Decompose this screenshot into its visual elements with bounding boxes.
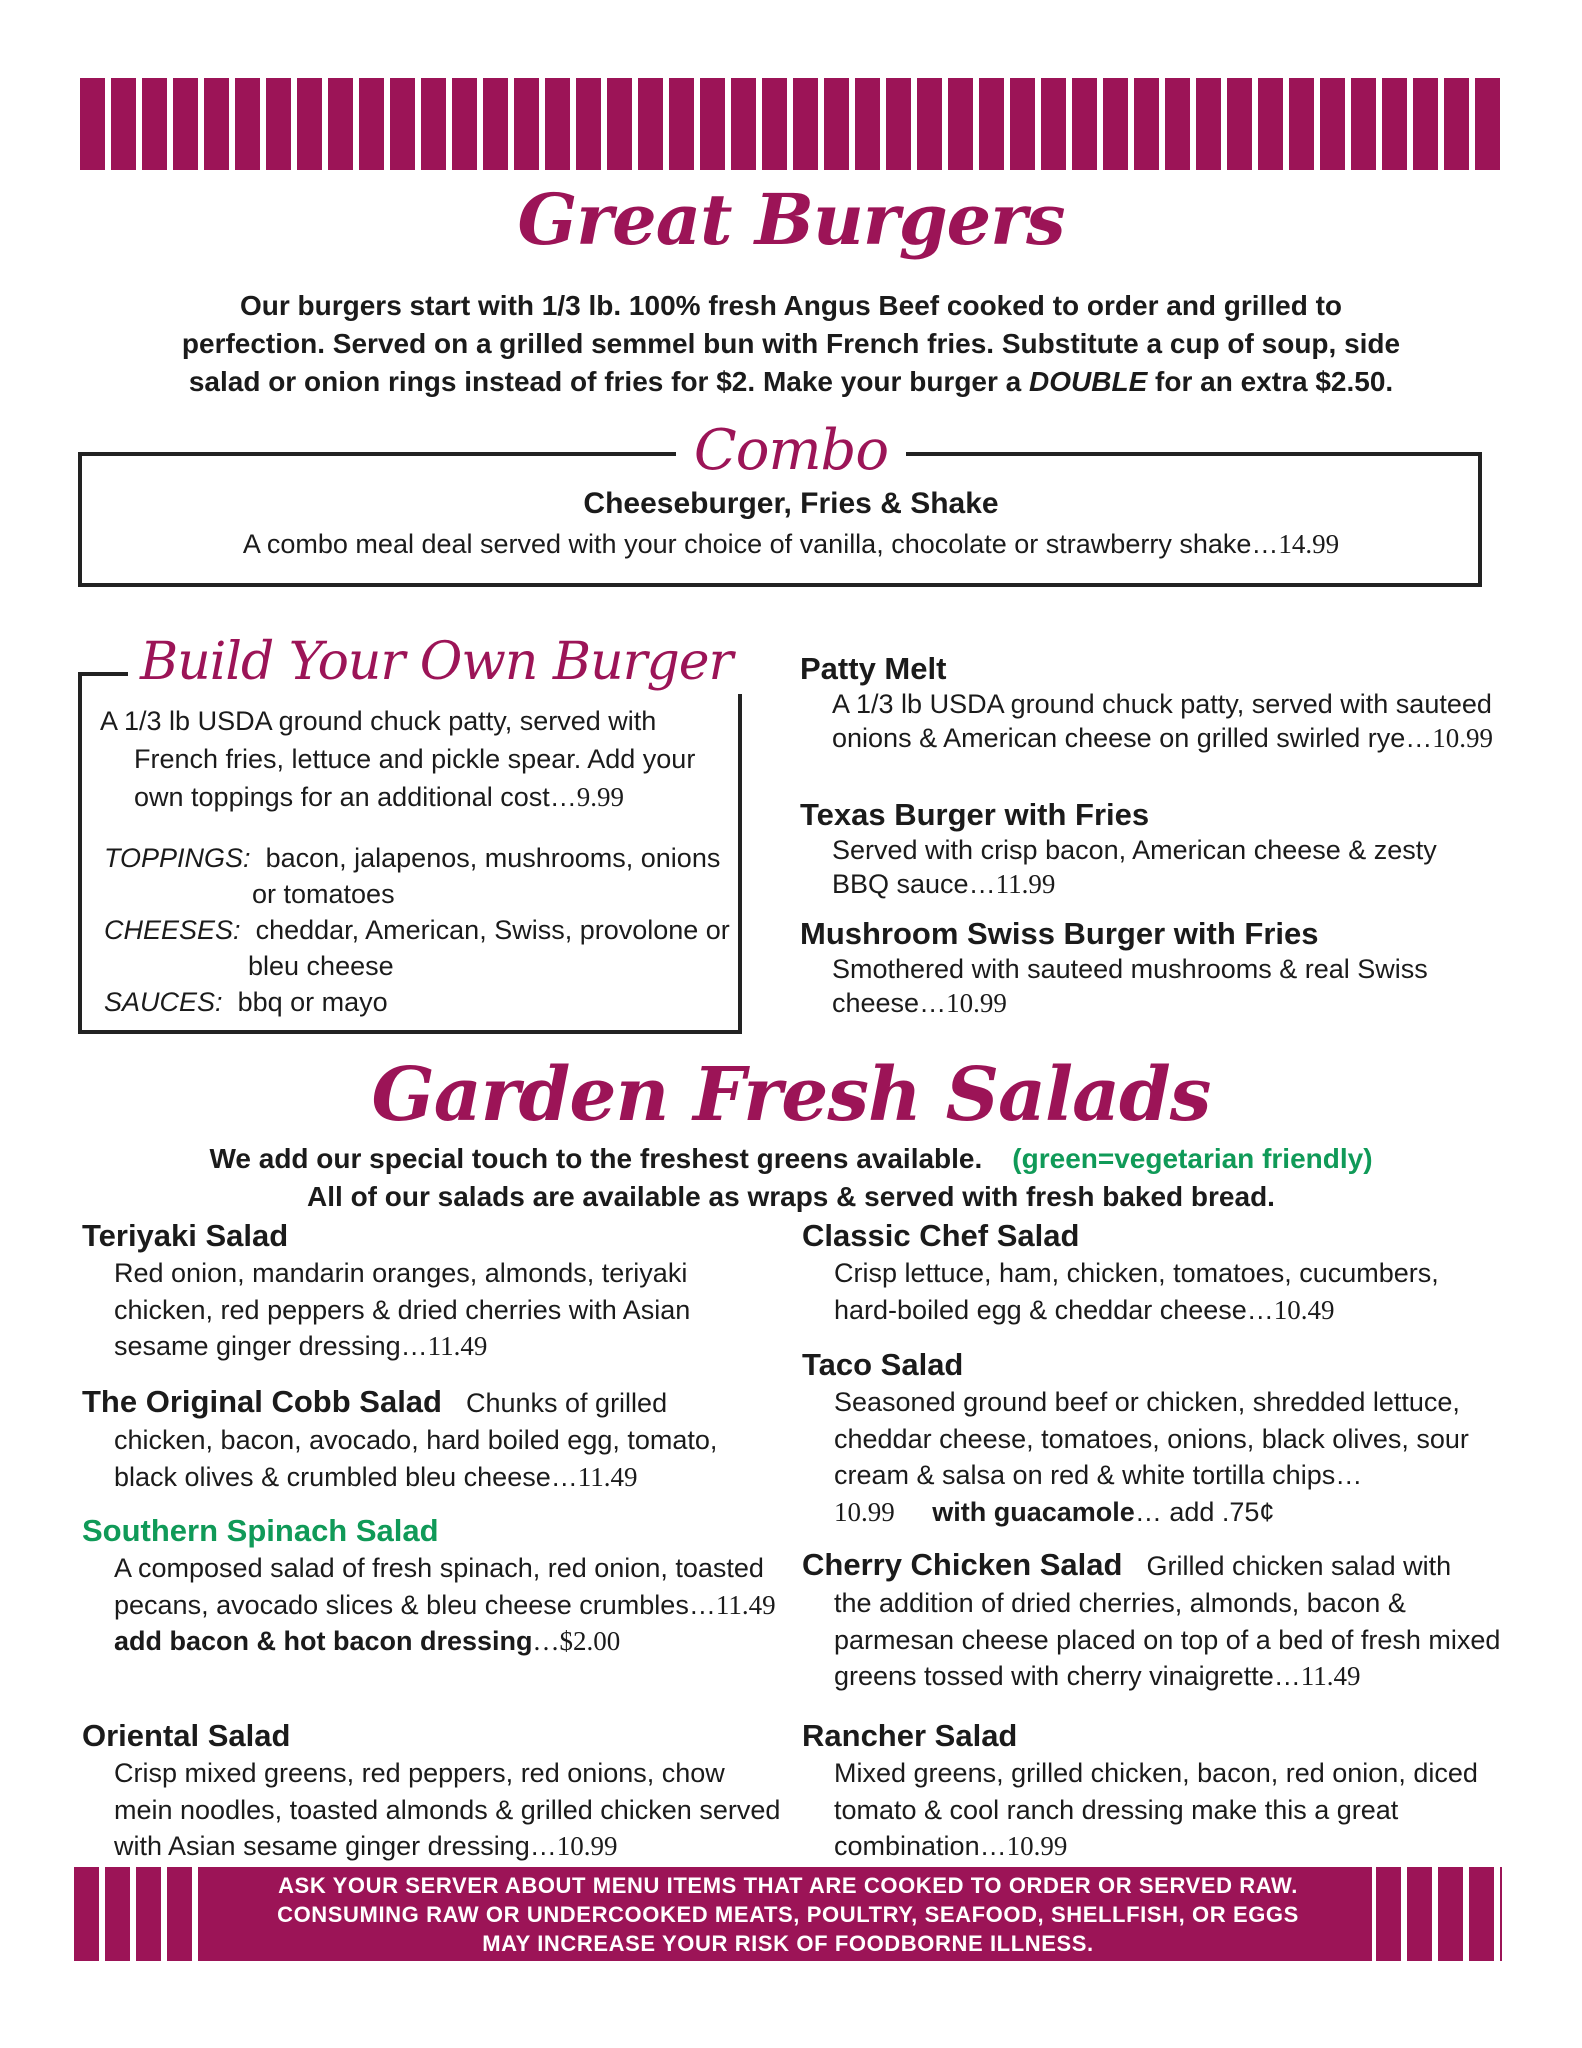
burgers-intro-line: salad or onion rings instead of fries for $2. Make your burger a DOUBLE for an extra $2.50. <box>188 366 1394 397</box>
build-your-own-desc: A 1/3 lb USDA ground chuck patty, served with French fries, lettuce and pickle spear. Add your own toppings for an additional cost…9.99 <box>100 706 696 812</box>
burgers-title: Great Burgers <box>517 178 1065 261</box>
item-name-vegetarian: Southern Spinach Salad <box>82 1513 439 1548</box>
double-emphasis: DOUBLE <box>1029 366 1148 397</box>
sauces-row: SAUCES: bbq or mayo <box>104 987 388 1017</box>
warning-line: CONSUMING RAW OR UNDERCOOKED MEATS, POULTRY, SEAFOOD, SHELLFISH, OR EGGS <box>277 1901 1299 1927</box>
item-name: Taco Salad <box>802 1347 964 1382</box>
combo-item-name: Cheeseburger, Fries & Shake <box>583 487 999 520</box>
toppings-row: TOPPINGS: bacon, jalapenos, mushrooms, onions <box>104 843 721 873</box>
burgers-intro-line: Our burgers start with 1/3 lb. 100% fresh Angus Beef cooked to order and grilled to <box>239 290 1343 321</box>
item-desc: Mixed greens, grilled chicken, bacon, red onion, diced tomato & cool ranch dressing make this a great combination…10.99 <box>834 1758 1478 1861</box>
item-name: Classic Chef Salad <box>802 1218 1080 1253</box>
menu-item <box>802 1217 1502 1328</box>
salads-intro-line: We add our special touch to the freshest greens available. (green=vegetarian friendly) <box>209 1143 1373 1174</box>
combo-price: 14.99 <box>1278 529 1340 559</box>
combo-heading: Combo <box>0 418 1582 484</box>
item-name: Cherry Chicken Salad Grilled chicken salad with <box>802 1547 1452 1582</box>
item-desc: A 1/3 lb USDA ground chuck patty, served with sauteed onions & American cheese on grilled swirled rye…10.99 <box>832 689 1494 753</box>
item-name: Oriental Salad <box>82 1718 291 1753</box>
footer-warning-banner <box>74 1867 1502 1961</box>
salads-intro <box>40 1140 1542 1216</box>
item-name: Texas Burger with Fries <box>800 797 1150 832</box>
menu-item <box>800 915 1500 1020</box>
item-name: Patty Melt <box>800 651 947 686</box>
menu-item <box>802 1546 1502 1695</box>
warning-line: ASK YOUR SERVER ABOUT MENU ITEMS THAT ARE COOKED TO ORDER OR SERVED RAW. <box>278 1872 1298 1898</box>
item-name: Teriyaki Salad <box>82 1218 289 1253</box>
menu-item <box>800 650 1500 755</box>
menu-item <box>82 1383 782 1495</box>
burgers-intro <box>60 287 1522 401</box>
item-name: Rancher Salad <box>802 1718 1018 1753</box>
cheeses-row: CHEESES: cheddar, American, Swiss, provolone or <box>104 915 730 945</box>
item-desc: Seasoned ground beef or chicken, shredded lettuce, cheddar cheese, tomatoes, onions, black olives, sour cream & salsa on red & white tortilla chips…10.99 with guacamole… add .75¢ <box>834 1387 1469 1527</box>
menu-item <box>82 1512 782 1660</box>
toppings-row-cont: or tomatoes <box>252 879 395 909</box>
item-addon: add bacon & hot bacon dressing <box>114 1626 533 1656</box>
item-desc: Crisp mixed greens, red peppers, red onions, chow mein noodles, toasted almonds & grilled chicken served with Asian sesame ginger dressing…10.99 <box>114 1758 781 1861</box>
item-desc: Red onion, mandarin oranges, almonds, teriyaki chicken, red peppers & dried cherries with Asian sesame ginger dressing…11.49 <box>114 1258 691 1361</box>
item-name: Mushroom Swiss Burger with Fries <box>800 916 1319 951</box>
footer-warning-panel <box>204 1867 1372 1961</box>
menu-item <box>802 1346 1502 1530</box>
build-your-own-price: 9.99 <box>576 782 625 812</box>
item-desc: the addition of dried cherries, almonds, bacon & parmesan cheese placed on top of a bed of fresh mixed greens tossed with cherry vinaigrette…11.49 <box>834 1588 1501 1691</box>
menu-item <box>82 1217 782 1365</box>
item-desc: Smothered with sauteed mushrooms & real Swiss cheese…10.99 <box>832 954 1428 1018</box>
salads-title: Garden Fresh Salads <box>371 1052 1211 1138</box>
item-desc: Served with crisp bacon, American cheese & zesty BBQ sauce…11.99 <box>832 835 1437 899</box>
burgers-intro-line: perfection. Served on a grilled semmel bun with French fries. Substitute a cup of soup, side <box>181 328 1401 359</box>
menu-item <box>802 1717 1502 1865</box>
salads-intro-line: All of our salads are available as wraps & served with fresh baked bread. <box>307 1181 1275 1212</box>
combo-item-desc: A combo meal deal served with your choice of vanilla, chocolate or strawberry shake…14.99 <box>242 529 1340 559</box>
item-desc: A composed salad of fresh spinach, red onion, toasted pecans, avocado slices & bleu cheese crumbles…11.49 add bacon & hot bacon dressing…$2.00 <box>114 1553 776 1656</box>
top-stripe-banner <box>80 78 1502 170</box>
vegetarian-note: (green=vegetarian friendly) <box>1012 1143 1373 1174</box>
build-your-own-heading: Build Your Own Burger <box>128 630 744 694</box>
item-desc: chicken, bacon, avocado, hard boiled egg, tomato, black olives & crumbled bleu cheese…11.49 <box>114 1425 718 1492</box>
item-addon: with guacamole <box>932 1496 1135 1527</box>
item-name: The Original Cobb Salad Chunks of grilled <box>82 1384 668 1419</box>
menu-item <box>800 796 1500 901</box>
item-desc: Crisp lettuce, ham, chicken, tomatoes, cucumbers, hard-boiled egg & cheddar cheese…10.49 <box>834 1258 1439 1325</box>
menu-item <box>82 1717 782 1865</box>
warning-line: MAY INCREASE YOUR RISK OF FOODBORNE ILLNESS. <box>482 1930 1094 1956</box>
cheeses-row-cont: bleu cheese <box>248 951 394 981</box>
